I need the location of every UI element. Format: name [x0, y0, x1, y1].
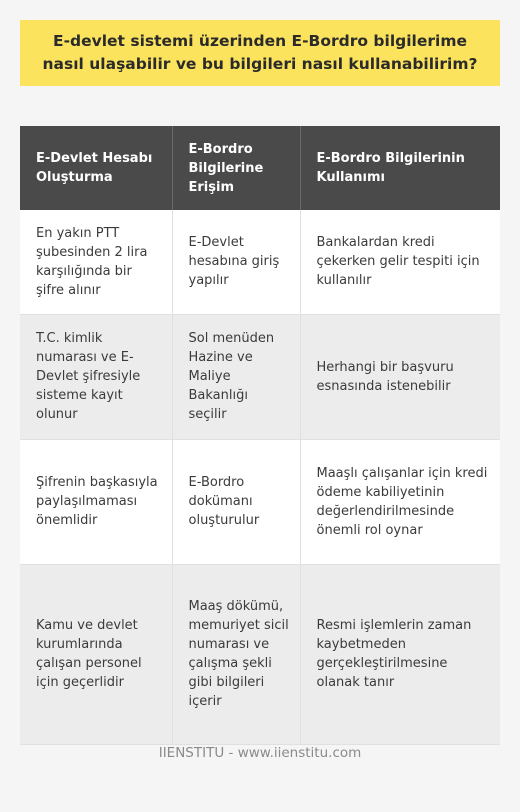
page-title: E-devlet sistemi üzerinden E-Bordro bilgilerime nasıl ulaşabilir ve bu bilgileri nasıl kullanabilirim?: [42, 32, 478, 73]
table-row: [20, 314, 500, 439]
table-cell: Şifrenin başkasıyla paylaşılmaması önemlidir: [20, 439, 172, 564]
table-cell: T.C. kimlik numarası ve E-Devlet şifresiyle sisteme kayıt olunur: [20, 314, 172, 439]
table-cell: Herhangi bir başvuru esnasında istenebilir: [300, 314, 500, 439]
table-cell: Sol menüden Hazine ve Maliye Bakanlığı seçilir: [172, 314, 300, 439]
column-header: E-Bordro Bilgilerinin Kullanımı: [300, 126, 500, 210]
table-row: [20, 564, 500, 744]
table-header-row: [20, 126, 500, 210]
footer-credit: IIENSTITU - www.iienstitu.com: [158, 745, 362, 761]
table-row: [20, 439, 500, 564]
table-cell: Resmi işlemlerin zaman kaybetmeden gerçekleştirilmesine olanak tanır: [300, 564, 500, 744]
column-header: E-Bordro Bilgilerine Erişim: [172, 126, 300, 210]
table-cell: Maaş dökümü, memuriyet sicil numarası ve çalışma şekli gibi bilgileri içerir: [172, 564, 300, 744]
table-cell: Kamu ve devlet kurumlarında çalışan personel için geçerlidir: [20, 564, 172, 744]
table-cell: E-Devlet hesabına giriş yapılır: [172, 210, 300, 314]
info-table: [20, 126, 500, 745]
table-row: [20, 210, 500, 314]
column-header: E-Devlet Hesabı Oluşturma: [20, 126, 172, 210]
table-cell: E-Bordro dokümanı oluşturulur: [172, 439, 300, 564]
table-cell: Bankalardan kredi çekerken gelir tespiti için kullanılır: [300, 210, 500, 314]
title-banner: [20, 20, 500, 86]
table-cell: En yakın PTT şubesinden 2 lira karşılığında bir şifre alınır: [20, 210, 172, 314]
table-cell: Maaşlı çalışanlar için kredi ödeme kabiliyetinin değerlendirilmesinde önemli rol oynar: [300, 439, 500, 564]
